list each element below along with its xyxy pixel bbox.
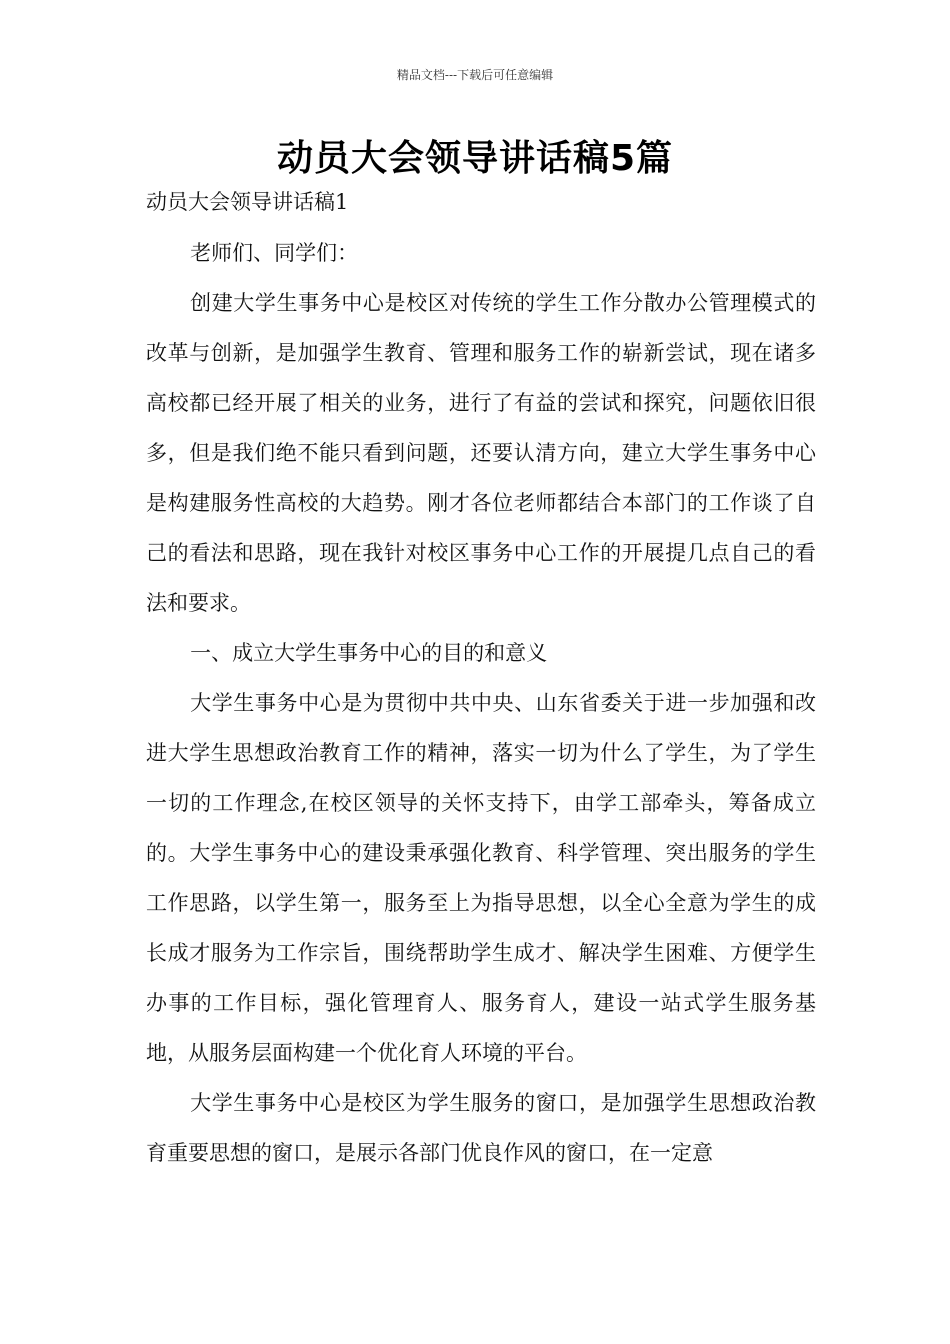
paragraph: 大学生事务中心是为贯彻中共中央、山东省委关于进一步加强和改进大学生思想政治教育工作的精神，落实一切为什么了学生，为了学生一切的工作理念,在校区领导的关怀支持下，由学工部牵头，筹备成立的。大学生事务中心的建设秉承强化教育、科学管理、突出服务的学生工作思路，以学生第一，服务至上为指导思想，以全心全意为学生的成长成才服务为工作宗旨，围绕帮助学生成才、解决学生困难、方便学生办事的工作目标，强化管理育人、服务育人，建设一站式学生服务基地，从服务层面构建一个优化育人环境的平台。: [146, 691, 816, 1065]
document-body: [146, 228, 816, 1178]
document-title: 动员大会领导讲话稿5篇: [276, 138, 674, 179]
paragraph-heading: 一、成立大学生事务中心的目的和意义: [190, 641, 548, 665]
paragraph-salutation: 老师们、同学们：: [190, 241, 359, 265]
paragraph: 创建大学生事务中心是校区对传统的学生工作分散办公管理模式的改革与创新，是加强学生教育、管理和服务工作的崭新尝试，现在诸多高校都已经开展了相关的业务，进行了有益的尝试和探究，问题依旧很多，但是我们绝不能只看到问题，还要认清方向，建立大学生事务中心是构建服务性高校的大趋势。刚才各位老师都结合本部门的工作谈了自己的看法和思路，现在我针对校区事务中心工作的开展提几点自己的看法和要求。: [146, 291, 816, 615]
section-subtitle: 动员大会领导讲话稿1: [146, 190, 349, 214]
paragraph: 大学生事务中心是校区为学生服务的窗口，是加强学生思想政治教育重要思想的窗口，是展示各部门优良作风的窗口，在一定意: [146, 1091, 816, 1165]
page-header: 精品文档---下载后可任意编辑: [396, 68, 554, 82]
